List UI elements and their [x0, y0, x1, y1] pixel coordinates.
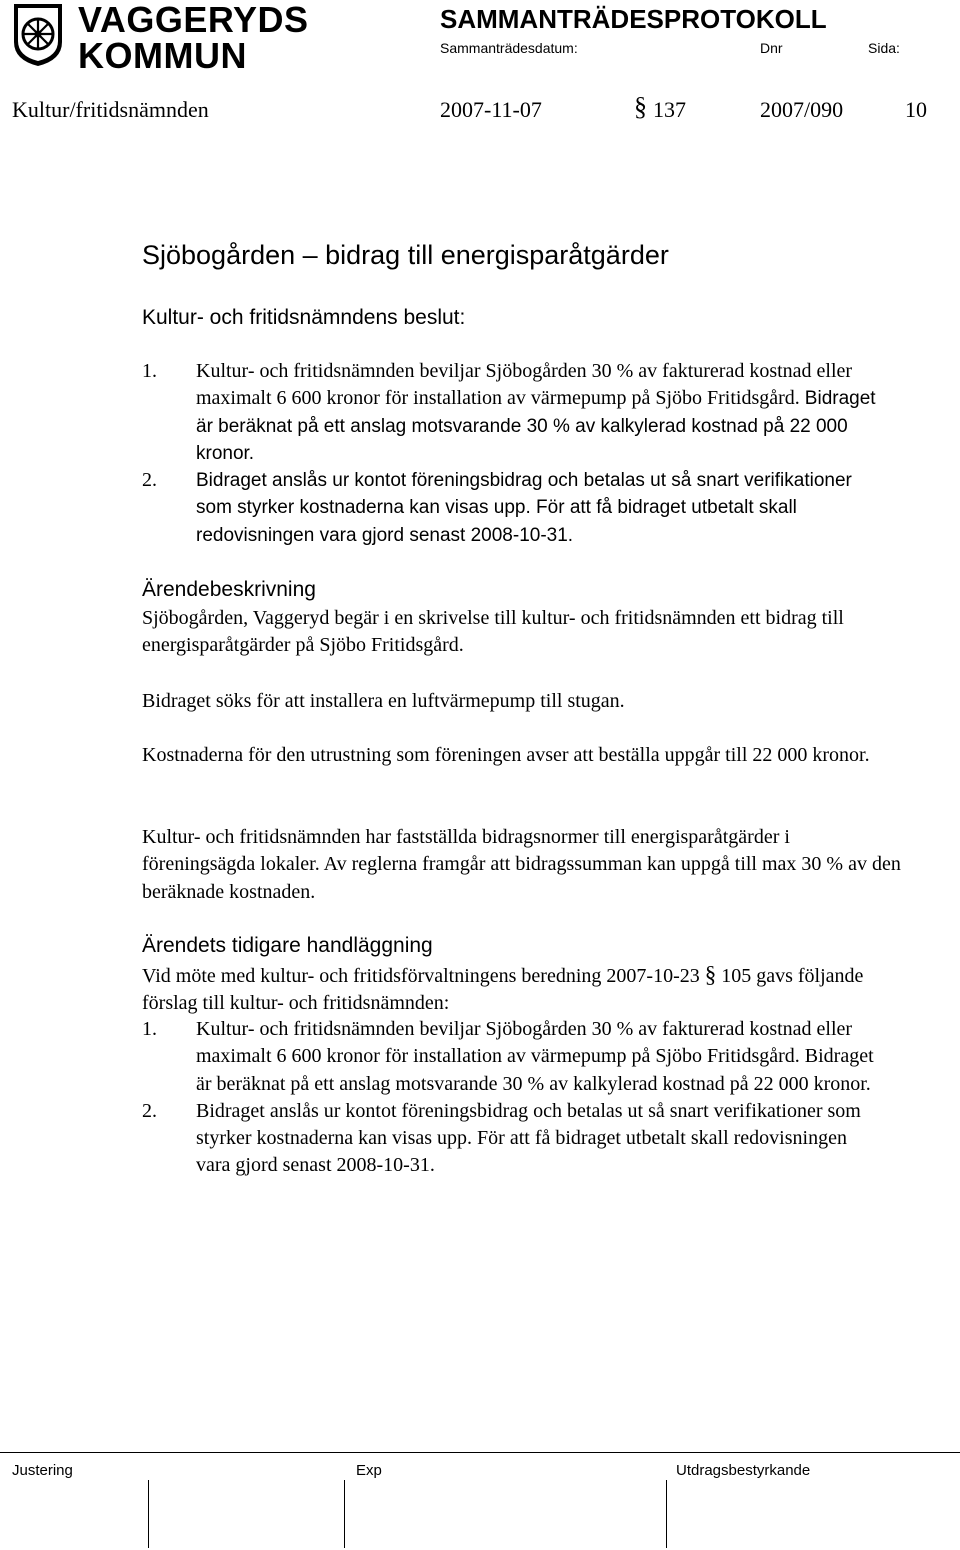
- paragraph-sign: §: [704, 962, 717, 987]
- signature-line: [148, 1480, 149, 1548]
- description-heading: Ärendebeskrivning: [142, 578, 316, 601]
- description-paragraph: Kultur- och fritidsnämnden har fastställda bidragsnormer till energisparåtgärder i föreningsägda lokaler. Av reglerna framgår att bidragssumman kan uppgå till max 30 % av den beräknade kostnaden.: [142, 826, 901, 903]
- dnr-value: 2007/090: [760, 97, 844, 122]
- description-paragraph: Sjöbogården, Vaggeryd begär i en skrivelse till kultur- och fritidsnämnden ett bidrag till energisparåtgärder på Sjöbo Fritidsgård.: [142, 607, 844, 657]
- history-item: [142, 1098, 882, 1180]
- paragraph-sign: §: [634, 92, 647, 121]
- logo-text-kommun: KOMMUN: [78, 35, 247, 76]
- item-number: 2.: [142, 1099, 157, 1122]
- footer-justering-label: Justering: [12, 1462, 73, 1479]
- description-paragraph: Bidraget söks för att installera en luftvärmepump till stugan.: [142, 690, 625, 712]
- history-list: [142, 1016, 882, 1180]
- signature-line: [666, 1480, 667, 1548]
- item-text-part: Kultur- och fritidsnämnden beviljar Sjöbogården 30 % av fakturerad kostnad eller maximalt 6 600 kronor för installation av värmepump på Sjöbo Fritidsgård.: [196, 360, 853, 410]
- footer-exp-label: Exp: [356, 1462, 382, 1479]
- decision-heading: Kultur- och fritidsnämndens beslut:: [142, 306, 466, 329]
- document-type: SAMMANTRÄDESPROTOKOLL: [440, 4, 827, 34]
- item-text: [196, 358, 882, 467]
- municipality-emblem-icon: [12, 2, 64, 68]
- decision-item: [142, 358, 882, 467]
- footer-divider: [0, 1452, 960, 1453]
- item-text: Bidraget anslås ur kontot föreningsbidrag och betalas ut så snart verifikationer som styrker kostnaderna kan visas upp. För att få bidraget utbetalt skall redovisningen vara gjord senast 2008-10-31.: [196, 470, 852, 546]
- page-title: Sjöbogården – bidrag till energisparåtgärder: [142, 240, 669, 270]
- page-number: 10: [905, 97, 927, 122]
- history-intro-start: Vid möte med kultur- och fritidsförvaltningens beredning 2007-10-23: [142, 965, 700, 987]
- footer-utdrag-label: Utdragsbestyrkande: [676, 1462, 811, 1479]
- description-paragraph: Kostnaderna för den utrustning som föreningen avser att beställa uppgår till 22 000 kronor.: [142, 744, 870, 766]
- item-number: 2.: [142, 469, 157, 492]
- decision-item: [142, 467, 882, 549]
- signature-line: [344, 1480, 345, 1548]
- date-label: Sammanträdesdatum:: [440, 40, 578, 56]
- item-text-part: Bidraget är beräknat på ett anslag motsvarande 30 % av kalkylerad kostnad på 22 000 kronor.: [196, 388, 876, 464]
- dnr-label: Dnr: [760, 40, 783, 56]
- history-item: [142, 1016, 882, 1098]
- paragraph-number: 137: [653, 97, 686, 122]
- page-label: Sida:: [868, 40, 900, 56]
- committee-name: Kultur/fritidsnämnden: [12, 97, 209, 122]
- decision-list: [142, 358, 882, 549]
- item-text: Kultur- och fritidsnämnden beviljar Sjöbogården 30 % av fakturerad kostnad eller maximalt 6 600 kronor för installation av värmepump på Sjöbo Fritidsgård. Bidraget är beräknat på ett anslag motsvarande 30 % av kalkylerad kostnad på 22 000 kronor.: [196, 1018, 874, 1095]
- history-intro-end: 105 gavs följande förslag till kultur- och fritidsnämnden:: [142, 965, 864, 1015]
- item-number: 1.: [142, 1018, 157, 1040]
- meeting-date: 2007-11-07: [440, 97, 542, 122]
- history-intro: [142, 961, 872, 1018]
- logo-text-vaggeryds: VAGGERYDS: [78, 0, 309, 40]
- item-number: 1.: [142, 360, 157, 382]
- history-heading: Ärendets tidigare handläggning: [142, 934, 433, 957]
- item-text: Bidraget anslås ur kontot föreningsbidrag och betalas ut så snart verifikationer som styrker kostnaderna kan visas upp. För att få bidraget utbetalt skall redovisningen vara gjord senast 2008-10-31.: [196, 1099, 861, 1177]
